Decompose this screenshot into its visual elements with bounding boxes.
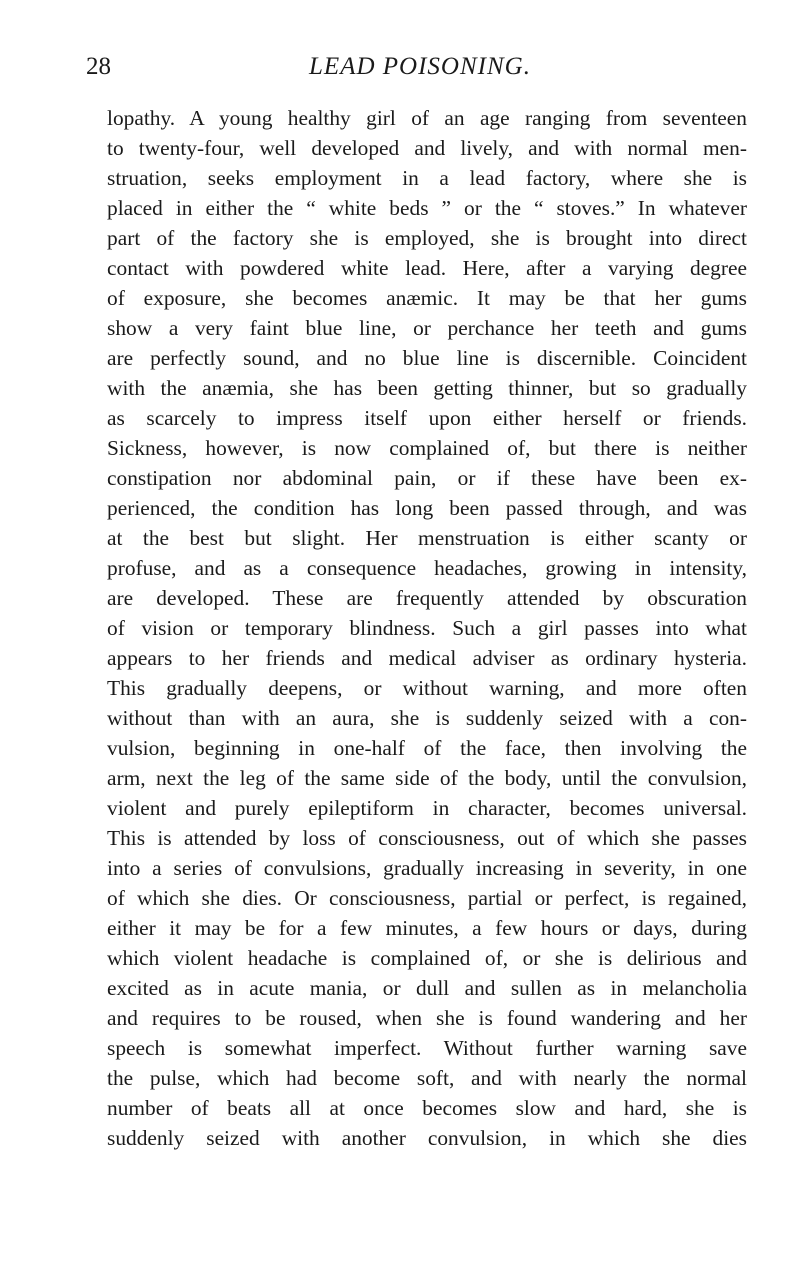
text-line: contact with powdered white lead. Here, after a varying degree <box>107 256 747 280</box>
text-line: profuse, and as a consequence headaches, growing in intensity, <box>107 556 747 580</box>
text-line: Sickness, however, is now complained of, but there is neither <box>107 436 747 460</box>
text-line: of which she dies. Or consciousness, partial or perfect, is regained, <box>107 886 747 910</box>
text-line: at the best but slight. Her menstruation is either scanty or <box>107 526 747 550</box>
text-line: are developed. These are frequently attended by obscuration <box>107 586 747 610</box>
text-line: placed in either the “ white beds ” or the “ stoves.” In whatever <box>107 196 747 220</box>
body-paragraph <box>107 103 747 1153</box>
text-line: with the anæmia, she has been getting thinner, but so gradually <box>107 376 747 400</box>
text-line: to twenty-four, well developed and lively, and with normal men- <box>107 136 747 160</box>
text-line: excited as in acute mania, or dull and sullen as in melancholia <box>107 976 747 1000</box>
text-line: the pulse, which had become soft, and with nearly the normal <box>107 1066 747 1090</box>
text-line: either it may be for a few minutes, a few hours or days, during <box>107 916 747 940</box>
text-line: into a series of convulsions, gradually increasing in severity, in one <box>107 856 747 880</box>
text-line: of exposure, she becomes anæmic. It may be that her gums <box>107 286 747 310</box>
running-title: LEAD POISONING. <box>309 53 531 80</box>
text-line: part of the factory she is employed, she is brought into direct <box>107 226 747 250</box>
text-line: appears to her friends and medical adviser as ordinary hysteria. <box>107 646 747 670</box>
text-line: speech is somewhat imperfect. Without further warning save <box>107 1036 747 1060</box>
text-line: show a very faint blue line, or perchance her teeth and gums <box>107 316 747 340</box>
text-line: perienced, the condition has long been passed through, and was <box>107 496 747 520</box>
text-line: struation, seeks employment in a lead factory, where she is <box>107 166 747 190</box>
text-line: violent and purely epileptiform in character, becomes universal. <box>107 796 747 820</box>
text-line: vulsion, beginning in one-half of the face, then involving the <box>107 736 747 760</box>
text-line: which violent headache is complained of, or she is delirious and <box>107 946 747 970</box>
text-line: lopathy. A young healthy girl of an age ranging from seventeen <box>107 106 747 130</box>
text-line: number of beats all at once becomes slow and hard, she is <box>107 1096 747 1120</box>
text-line: This is attended by loss of consciousness, out of which she passes <box>107 826 747 850</box>
text-line: as scarcely to impress itself upon either herself or friends. <box>107 406 747 430</box>
text-line: This gradually deepens, or without warning, and more often <box>107 676 747 700</box>
text-line: and requires to be roused, when she is found wandering and her <box>107 1006 747 1030</box>
text-line: are perfectly sound, and no blue line is discernible. Coincident <box>107 346 747 370</box>
text-line: suddenly seized with another convulsion, in which she dies <box>107 1126 747 1150</box>
text-line: without than with an aura, she is suddenly seized with a con- <box>107 706 747 730</box>
running-head <box>0 50 800 84</box>
text-line: arm, next the leg of the same side of the body, until the convulsion, <box>107 766 747 790</box>
page-number: 28 <box>86 53 111 80</box>
text-line: constipation nor abdominal pain, or if these have been ex- <box>107 466 747 490</box>
text-line: of vision or temporary blindness. Such a girl passes into what <box>107 616 747 640</box>
